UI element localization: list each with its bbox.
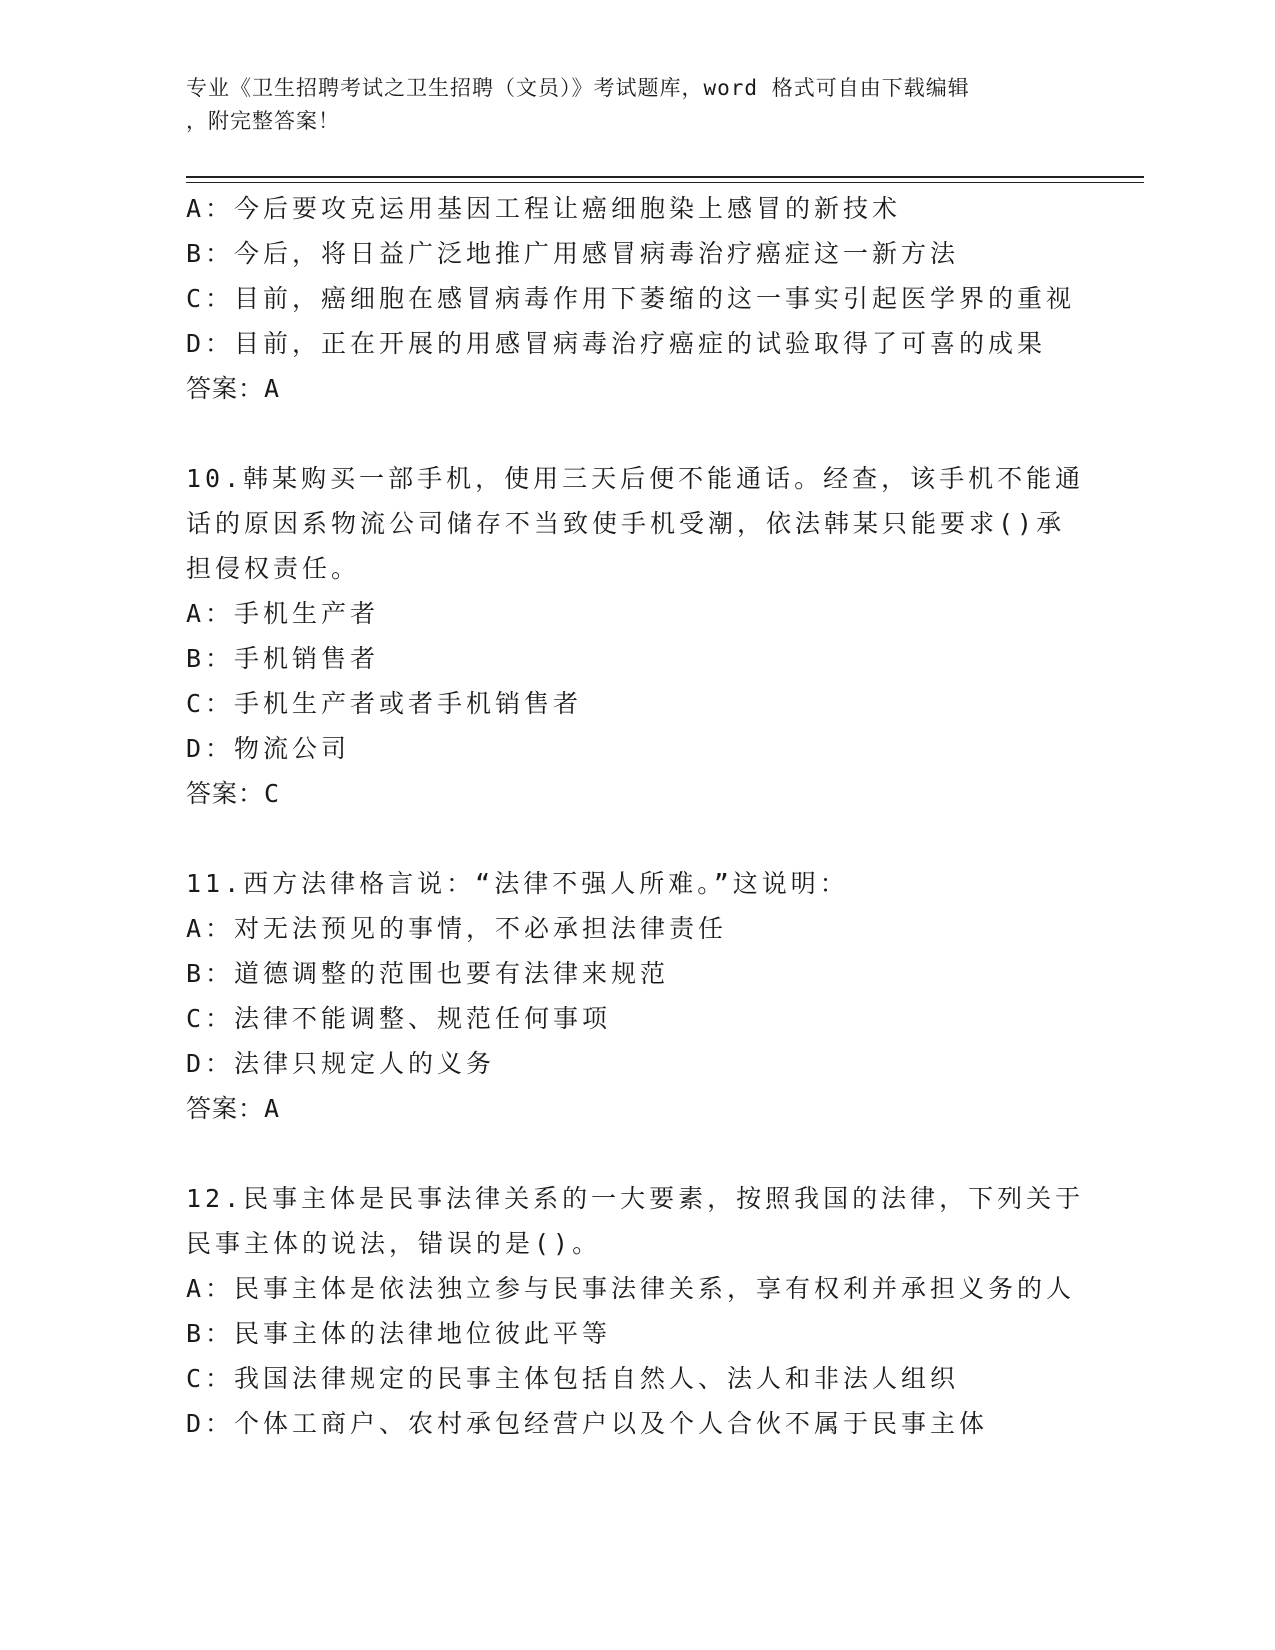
question-12 <box>186 1176 1085 1446</box>
option-d: D：物流公司 <box>186 734 351 763</box>
question-stem-line: 话的原因系物流公司储存不当致使手机受潮，依法韩某只能要求()承 <box>186 509 1066 538</box>
answer: 答案：C <box>186 779 281 808</box>
question-stem-line: 民事主体的说法，错误的是()。 <box>186 1229 602 1258</box>
document-header <box>186 72 1066 138</box>
option-c: C：目前，癌细胞在感冒病毒作用下萎缩的这一事实引起医学界的重视 <box>186 284 1076 313</box>
header-divider-thin <box>186 182 1144 183</box>
question-10 <box>186 456 1085 816</box>
question-stem-line: 12.民事主体是民事法律关系的一大要素，按照我国的法律，下列关于 <box>186 1184 1085 1213</box>
option-d: D：法律只规定人的义务 <box>186 1049 496 1078</box>
header-divider-thick <box>186 176 1144 178</box>
header-line-2: ，附完整答案！ <box>186 109 340 133</box>
option-d: D：目前，正在开展的用感冒病毒治疗癌症的试验取得了可喜的成果 <box>186 329 1047 358</box>
option-c: C：法律不能调整、规范任何事项 <box>186 1004 612 1033</box>
question-stem-line: 10.韩某购买一部手机，使用三天后便不能通话。经查，该手机不能通 <box>186 464 1085 493</box>
option-c: C：手机生产者或者手机销售者 <box>186 689 583 718</box>
spacer <box>186 816 1066 861</box>
option-b: B：道德调整的范围也要有法律来规范 <box>186 959 670 988</box>
question-9-tail <box>186 186 1076 411</box>
option-a: A：民事主体是依法独立参与民事法律关系，享有权利并承担义务的人 <box>186 1274 1076 1303</box>
option-a: A：对无法预见的事情，不必承担法律责任 <box>186 914 728 943</box>
option-b: B：民事主体的法律地位彼此平等 <box>186 1319 612 1348</box>
spacer <box>186 411 1066 456</box>
option-c: C：我国法律规定的民事主体包括自然人、法人和非法人组织 <box>186 1364 960 1393</box>
question-stem-line: 担侵权责任。 <box>186 554 361 583</box>
option-a: A：手机生产者 <box>186 599 380 628</box>
question-11 <box>186 861 1066 1131</box>
header-line-1: 专业《卫生招聘考试之卫生招聘（文员）》考试题库，word 格式可自由下载编辑 <box>186 76 970 100</box>
question-list <box>186 186 1085 1446</box>
answer: 答案：A <box>186 374 281 403</box>
option-d: D：个体工商户、农村承包经营户以及个人合伙不属于民事主体 <box>186 1409 989 1438</box>
spacer <box>186 1131 1066 1176</box>
option-b: B：今后，将日益广泛地推广用感冒病毒治疗癌症这一新方法 <box>186 239 960 268</box>
question-stem-line: 11.西方法律格言说：“法律不强人所难。”这说明： <box>186 869 849 898</box>
option-a: A：今后要攻克运用基因工程让癌细胞染上感冒的新技术 <box>186 194 902 223</box>
option-b: B：手机销售者 <box>186 644 380 673</box>
answer: 答案：A <box>186 1094 281 1123</box>
